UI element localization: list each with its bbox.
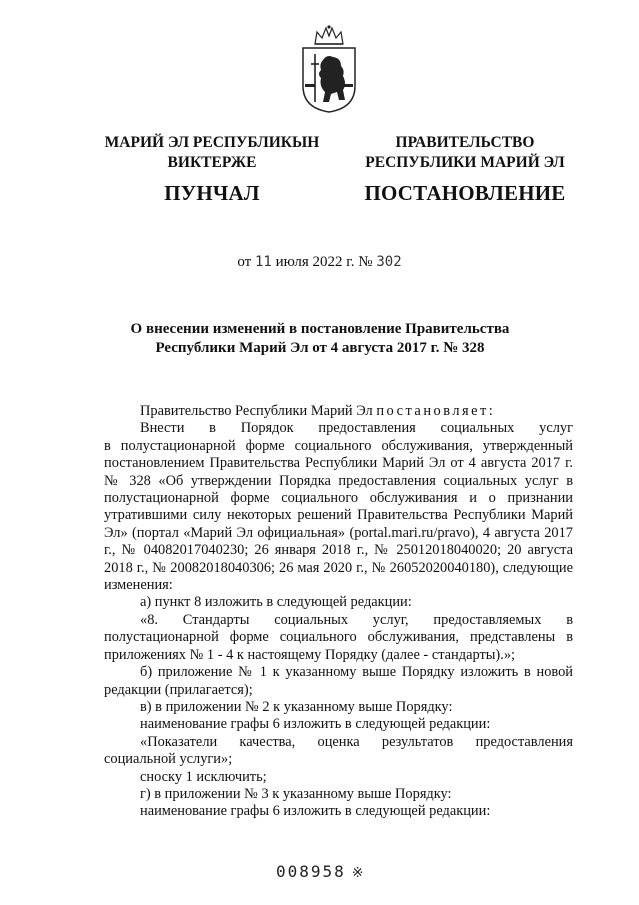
paragraph-4: б) приложение № 1 к указанному выше Порядку изложить в новой редакции (прилагается); xyxy=(104,664,573,698)
document-number: 302 xyxy=(376,254,402,270)
document-title xyxy=(95,320,545,358)
document-body xyxy=(104,403,573,821)
date-day: 11 xyxy=(254,254,272,270)
intro-verb: постановляет: xyxy=(376,403,496,419)
title-line-1: О внесении изменений в постановление Правительства xyxy=(130,321,510,337)
paragraph-8: сноску 1 исключить; xyxy=(140,768,267,785)
paragraph-2: а) пункт 8 изложить в следующей редакции: xyxy=(140,594,412,611)
coat-of-arms-emblem xyxy=(297,24,361,114)
paragraph-1: в полустационарной форме социального обслуживания, утвержденный постановлением Правительства Республики Марий Эл от 4 августа 2017 г. № 328 «Об утверждении Порядка предоставления социальных услуг в полустационарной форме социального обслуживания и о признании утратившими силу некоторых решений Правительства Республики Марий Эл» (портал «Марий Эл официальная» (portal.mari.ru/pravo), 4 августа 2017 г., № 04082017040230; 26 января 2018 г., № 25012018040020; 20 августа 2018 г., № 20082018040306; 26 мая 2020 г., № 26052020040180), следующие изменения: xyxy=(104,437,573,594)
paragraph-6: наименование графы 6 изложить в следующей редакции: xyxy=(140,716,491,733)
intro-paragraph xyxy=(104,403,573,420)
date-prefix: от xyxy=(237,254,252,270)
header-right-block xyxy=(350,133,580,206)
number-sign: № xyxy=(358,254,373,270)
intro-text: Правительство Республики Марий Эл xyxy=(140,403,377,419)
title-line-2: Республики Марий Эл от 4 августа 2017 г. № 328 xyxy=(155,340,485,356)
paragraph-3: «8. Стандарты социальных услуг, предоставляемых в полустационарной форме социального обслуживания, представлены в приложениях № 1 - 4 к настоящему Порядку (далее - стандарты).»; xyxy=(104,611,573,663)
header-left-block xyxy=(88,133,336,206)
paragraph-7: «Показатели качества, оценка результатов предоставления социальной услуги»; xyxy=(104,733,573,768)
paragraph-9: г) в приложении № 3 к указанному выше Порядку: xyxy=(140,785,452,802)
header-right-line2: РЕСПУБЛИКИ МАРИЙ ЭЛ xyxy=(365,154,565,171)
paragraph-1-first-line: Внести в Порядок предоставления социальных услуг xyxy=(140,420,573,437)
serial-mark: ※ xyxy=(351,865,364,881)
serial-number: 008958 xyxy=(276,862,346,881)
header-right-doc-type: ПОСТАНОВЛЕНИЕ xyxy=(364,181,566,205)
form-serial-number xyxy=(276,862,364,881)
header-left-doc-type: ПУНЧАЛ xyxy=(164,181,260,205)
paragraph-5: в) в приложении № 2 к указанному выше Порядку: xyxy=(140,698,453,715)
date-month-year: июля 2022 г. xyxy=(275,254,355,270)
header-left-line1: МАРИЙ ЭЛ РЕСПУБЛИКЫН xyxy=(104,134,320,151)
date-line xyxy=(0,254,639,271)
paragraph-10: наименование графы 6 изложить в следующей редакции: xyxy=(140,803,491,820)
header-right-line1: ПРАВИТЕЛЬСТВО xyxy=(395,134,535,151)
header-left-line2: ВИКТЕРЖЕ xyxy=(167,154,257,171)
